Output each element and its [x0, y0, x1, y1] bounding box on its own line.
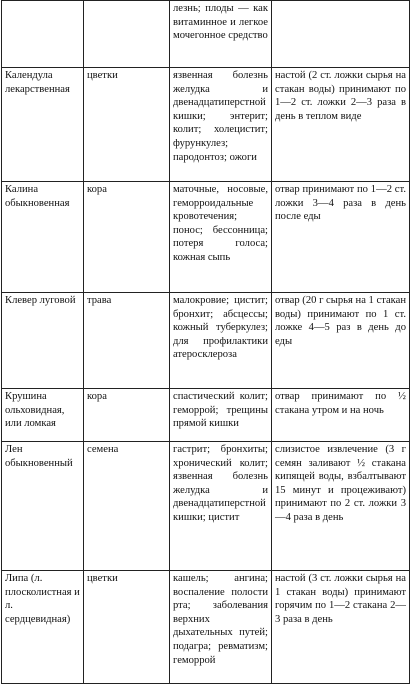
plant-name-cell: Крушина ольховидная, или ломкая [2, 389, 84, 442]
table-row [2, 68, 410, 182]
indications-cell: маточные, носовые, геморроидальные кровотечения; понос; бессонница; потеря голоса; кожная сыпь [170, 182, 272, 293]
plant-part-cell: кора [84, 182, 170, 293]
indications-cell: гастрит; бронхиты; хронический колит; язвенная болезнь желудка и двенадцатиперстной кишки; цистит [170, 442, 272, 571]
medicinal-plants-table [1, 0, 410, 684]
table-row [2, 182, 410, 293]
plant-name-cell [2, 1, 84, 68]
usage-cell: настой (3 ст. ложки сырья на 1 стакан воды) принимают горячим по 1—2 стакана 2—3 раза в день [272, 571, 410, 684]
indications-cell: лезнь; плоды — как витаминное и легкое мочегонное средство [170, 1, 272, 68]
usage-cell: настой (2 ст. ложки сырья на стакан воды) принимают по 1—2 ст. ложки 2—3 раза в день в теплом виде [272, 68, 410, 182]
indications-cell: малокровие; цистит; бронхит; абсцессы; кожный туберкулез; для профилактики атеросклероза [170, 293, 272, 389]
table-row [2, 571, 410, 684]
plant-part-cell: цветки [84, 68, 170, 182]
plant-name-cell: Лен обыкновенный [2, 442, 84, 571]
plant-part-cell: кора [84, 389, 170, 442]
usage-cell: отвар (20 г сырья на 1 стакан воды) принимают по 1 ст. ложке 4—5 раз в день до еды [272, 293, 410, 389]
plant-part-cell: семена [84, 442, 170, 571]
plant-name-cell: Калина обыкновенная [2, 182, 84, 293]
plant-name-cell: Календула лекарственная [2, 68, 84, 182]
plant-name-cell: Липа (л. плосколистная и л. сердцевидная) [2, 571, 84, 684]
indications-cell: спастический колит; геморрой; трещины прямой кишки [170, 389, 272, 442]
usage-cell: отвар принимают по 1—2 ст. ложки 3—4 раза в день после еды [272, 182, 410, 293]
table-row [2, 389, 410, 442]
table-row [2, 1, 410, 68]
plant-part-cell: цветки [84, 571, 170, 684]
indications-cell: кашель; ангина; воспаление полости рта; заболевания верхних дыхательных путей; подагра; ревматизм; геморрой [170, 571, 272, 684]
plant-part-cell [84, 1, 170, 68]
table-row [2, 293, 410, 389]
indications-cell: язвенная болезнь желудка и двенадцатиперстной кишки; энтерит; колит; холецистит; фурункулез; пародонтоз; ожоги [170, 68, 272, 182]
usage-cell: отвар принимают по ½ стакана утром и на ночь [272, 389, 410, 442]
plant-name-cell: Клевер луговой [2, 293, 84, 389]
usage-cell [272, 1, 410, 68]
plant-part-cell: трава [84, 293, 170, 389]
usage-cell: слизистое извлечение (3 г семян заливают ½ стакана кипящей воды, взбалтывают 15 минут и процеживают) принимают по 2 ст. ложки 3—4 раза в день [272, 442, 410, 571]
table-row [2, 442, 410, 571]
